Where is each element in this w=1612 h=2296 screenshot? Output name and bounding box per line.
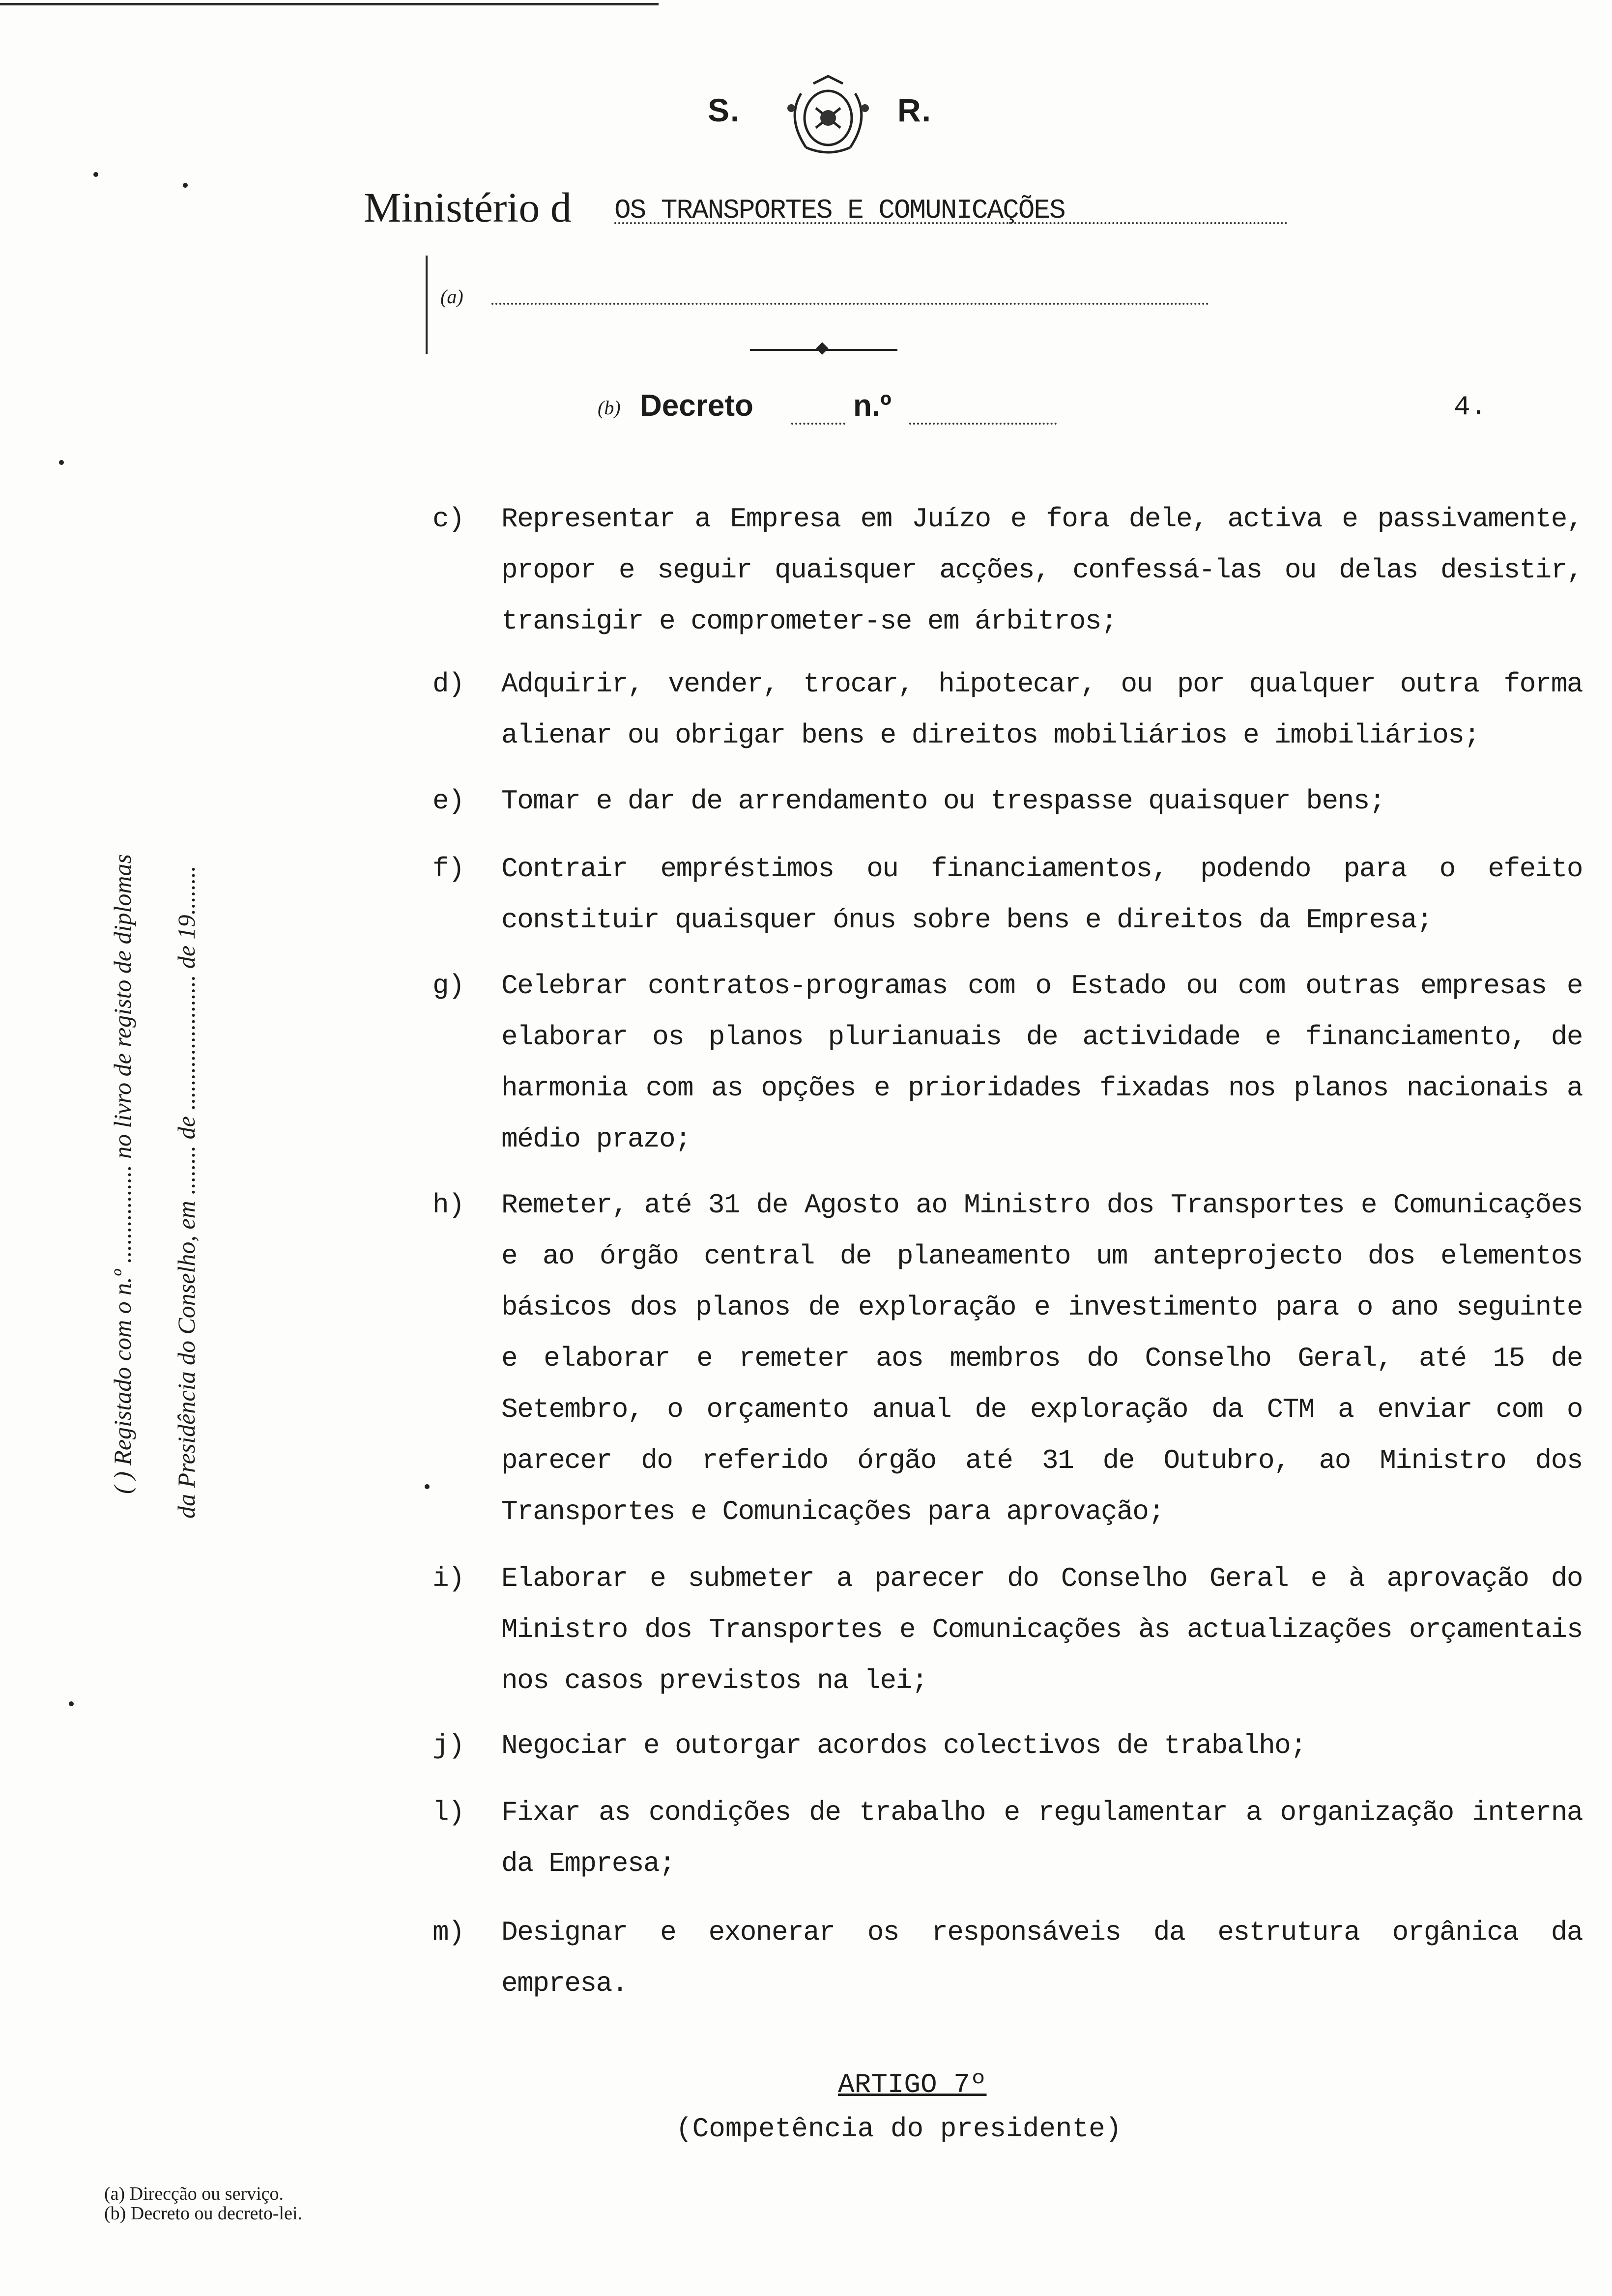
decreto-dotted-line bbox=[791, 423, 845, 425]
list-item bbox=[432, 1179, 1583, 1538]
item-text: Adquirir, vender, trocar, hipotecar, ou por qualquer outra forma alienar ou obrigar bens e direitos mobiliários e imobiliários; bbox=[501, 668, 1583, 751]
item-text: Contrair empréstimos ou financiamentos, podendo para o efeito constituir quaisquer ónus sobre bens e direitos da Empresa; bbox=[501, 853, 1583, 936]
list-item bbox=[432, 1787, 1583, 1890]
coat-of-arms-icon bbox=[772, 74, 885, 160]
scan-speck bbox=[93, 172, 98, 177]
item-letter: e) bbox=[432, 785, 464, 817]
list-item bbox=[432, 843, 1583, 947]
top-rule bbox=[0, 3, 659, 5]
list-item bbox=[432, 1907, 1583, 2010]
margin-register-note-2: da Presidência do Conselho, em ........ de ...................... de 19........ bbox=[173, 865, 200, 1519]
numero-dotted-line bbox=[909, 423, 1057, 425]
item-text: Celebrar contratos-programas com o Estado ou com outras empresas e elaborar os planos plurianuais de actividade e financiamento, de harmonia com as opções e prioridades fixadas nos planos nacionais a médio prazo; bbox=[501, 970, 1583, 1155]
item-letter: j) bbox=[432, 1730, 464, 1761]
field-a-dotted-line bbox=[491, 303, 1209, 305]
scan-speck bbox=[69, 1701, 74, 1706]
scan-speck bbox=[425, 1484, 430, 1489]
diamond-icon bbox=[816, 342, 828, 354]
article-title: ARTIGO 7º bbox=[838, 2069, 987, 2100]
item-text: Tomar e dar de arrendamento ou trespasse quaisquer bens; bbox=[501, 785, 1385, 817]
item-letter: g) bbox=[432, 970, 464, 1002]
item-letter: i) bbox=[432, 1563, 464, 1594]
item-text: Fixar as condições de trabalho e regulamentar a organização interna da Empresa; bbox=[501, 1797, 1583, 1879]
ministry-dotted-line bbox=[614, 222, 1288, 224]
item-text: Representar a Empresa em Juízo e fora dele, activa e passivamente, propor e seguir quaisquer acções, confessá-las ou delas desistir, transigir e comprometer-se em árbitros; bbox=[501, 503, 1583, 637]
ministry-label: Ministério d bbox=[364, 184, 572, 231]
scan-speck bbox=[59, 460, 64, 465]
item-letter: l) bbox=[432, 1797, 464, 1828]
footnote-a: (a) Direcção ou serviço. bbox=[104, 2183, 284, 2204]
sr-left: S. bbox=[708, 92, 741, 128]
item-letter: c) bbox=[432, 503, 464, 535]
item-letter: m) bbox=[432, 1917, 464, 1948]
sr-right: R. bbox=[897, 92, 932, 128]
bracket-line bbox=[426, 256, 428, 354]
item-text: Elaborar e submeter a parecer do Conselho Geral e à aprovação do Ministro dos Transportes e Comunicações às actualizações orçamentais nos casos previstos na lei; bbox=[501, 1563, 1583, 1696]
decreto-label: Decreto bbox=[640, 389, 753, 423]
item-text: Designar e exonerar os responsáveis da estrutura orgânica da empresa. bbox=[501, 1917, 1583, 1999]
list-item bbox=[432, 659, 1583, 762]
article-subtitle: (Competência do presidente) bbox=[676, 2113, 1122, 2145]
list-item bbox=[432, 493, 1583, 646]
list-item bbox=[432, 960, 1583, 1167]
margin-register-note-1: ( ) Registado com o n.º ................ no livro de registo de diplomas bbox=[109, 854, 136, 1494]
footnote-b: (b) Decreto ou decreto-lei. bbox=[104, 2203, 303, 2224]
scan-speck bbox=[183, 183, 188, 188]
item-text: Remeter, até 31 de Agosto ao Ministro dos Transportes e Comunicações e ao órgão central de planeamento um anteprojecto dos elementos básicos dos planos de exploração e investimento para o ano seguinte e elaborar e remeter aos membros do Conselho Geral, até 15 de Setembro, o orçamento anual de exploração da CTM a enviar com o parecer do referido órgão até 31 de Outubro, ao Ministro dos Transportes e Comunicações para aprovação; bbox=[501, 1189, 1583, 1527]
item-letter: h) bbox=[432, 1189, 464, 1221]
page-number: 4. bbox=[1454, 391, 1487, 423]
item-letter: d) bbox=[432, 668, 464, 700]
list-item bbox=[432, 775, 1583, 827]
list-item bbox=[432, 1720, 1583, 1771]
field-a-label: (a) bbox=[440, 286, 463, 308]
ministry-name: OS TRANSPORTES E COMUNICAÇÕES bbox=[614, 195, 1065, 226]
list-item bbox=[432, 1553, 1583, 1705]
item-letter: f) bbox=[432, 853, 464, 885]
field-b-label: (b) bbox=[598, 397, 621, 419]
item-text: Negociar e outorgar acordos colectivos de trabalho; bbox=[501, 1730, 1306, 1761]
numero-label: n.º bbox=[853, 389, 892, 423]
